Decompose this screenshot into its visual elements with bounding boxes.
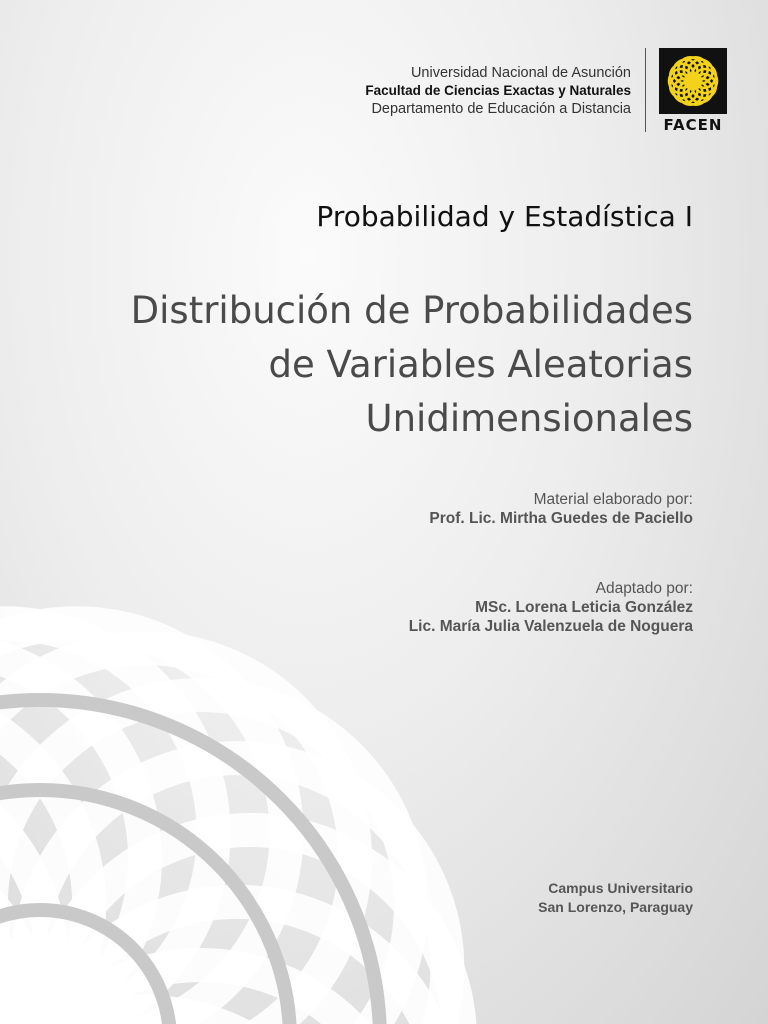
header-divider (645, 48, 646, 132)
location-block (538, 879, 693, 917)
adapted-credits (409, 579, 693, 636)
adapted-label: Adaptado por: (595, 580, 693, 597)
course-title: Probabilidad y Estadística I (316, 200, 693, 233)
facen-wordmark: FACEN (663, 116, 723, 134)
campus-name: Campus Universitario (548, 880, 693, 896)
adapted-author-2: Lic. María Julia Valenzuela de Noguera (408, 618, 693, 635)
material-author: Prof. Lic. Mirtha Guedes de Paciello (429, 510, 693, 527)
faculty-name: Facultad de Ciencias Exactas y Naturales (365, 83, 631, 98)
material-label: Material elaborado por: (533, 491, 693, 508)
title-line-2: de Variables Aleatorias (268, 343, 693, 386)
city-name: San Lorenzo, Paraguay (538, 899, 693, 915)
title-line-1: Distribución de Probabilidades (130, 289, 693, 332)
institution-header (365, 64, 631, 118)
sunflower-emblem-icon (659, 48, 727, 114)
material-credits (429, 490, 693, 528)
title-line-3: Unidimensionales (365, 397, 693, 440)
department-name: Departamento de Educación a Distancia (371, 101, 631, 117)
document-title (131, 284, 693, 446)
adapted-author-1: MSc. Lorena Leticia González (475, 599, 693, 616)
university-name: Universidad Nacional de Asunción (410, 65, 631, 81)
